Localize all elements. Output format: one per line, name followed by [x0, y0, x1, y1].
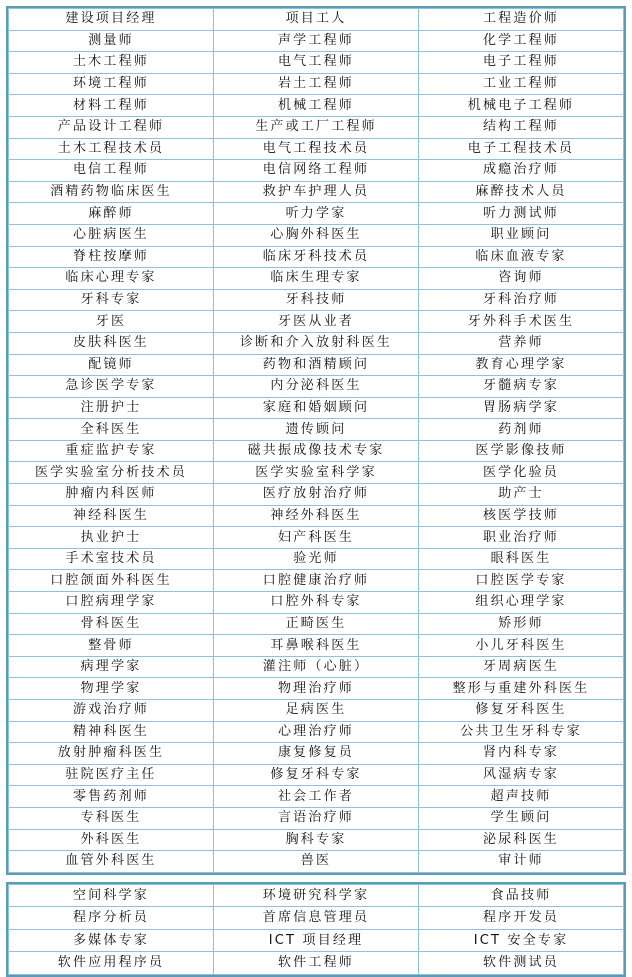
occupation-cell: 土木工程师 — [9, 52, 214, 74]
occupation-cell: 组织心理学家 — [419, 592, 624, 614]
occupation-cell: 产品设计工程师 — [9, 116, 214, 138]
table-row — [9, 73, 624, 95]
occupation-cell: 空间科学家 — [9, 884, 214, 907]
table-row — [9, 700, 624, 722]
occupation-cell: 医学影像技师 — [419, 440, 624, 462]
occupation-cell: 软件应用程序员 — [9, 952, 214, 975]
occupation-cell: 专科医生 — [9, 807, 214, 829]
table-row — [9, 203, 624, 225]
occupation-cell: 口腔医学专家 — [419, 570, 624, 592]
occupation-cell: 精神科医生 — [9, 721, 214, 743]
occupation-cell: 多媒体专家 — [9, 929, 214, 952]
occupation-cell: 遗传顾问 — [214, 419, 419, 441]
occupation-cell: 病理学家 — [9, 656, 214, 678]
occupation-cell: 正畸医生 — [214, 613, 419, 635]
table-row — [9, 527, 624, 549]
occupation-cell: 内分泌科医生 — [214, 376, 419, 398]
occupation-cell: 整骨师 — [9, 635, 214, 657]
occupation-cell: 骨科医生 — [9, 613, 214, 635]
occupation-cell: 临床心理专家 — [9, 268, 214, 290]
table-row — [9, 160, 624, 182]
occupation-cell: 驻院医疗主任 — [9, 764, 214, 786]
table-row — [9, 376, 624, 398]
occupation-cell: 外科医生 — [9, 829, 214, 851]
table-row — [9, 311, 624, 333]
occupation-cell: 手术室技术员 — [9, 548, 214, 570]
occupation-cell: 结构工程师 — [419, 116, 624, 138]
occupation-cell: 修复牙科专家 — [214, 764, 419, 786]
occupation-cell: 注册护士 — [9, 397, 214, 419]
occupation-cell: 电气工程师 — [214, 52, 419, 74]
occupation-cell: 麻醉师 — [9, 203, 214, 225]
occupation-cell: 医学实验室科学家 — [214, 462, 419, 484]
occupation-cell: 物理治疗师 — [214, 678, 419, 700]
occupation-cell: 执业护士 — [9, 527, 214, 549]
occupation-cell: 胃肠病学家 — [419, 397, 624, 419]
occupation-cell: 酒精药物临床医生 — [9, 181, 214, 203]
table-row — [9, 570, 624, 592]
occupation-cell: 工程造价师 — [419, 9, 624, 31]
occupation-cell: 物理学家 — [9, 678, 214, 700]
occupation-cell: 医学实验室分析技术员 — [9, 462, 214, 484]
table-row — [9, 419, 624, 441]
occupation-cell: 牙科技师 — [214, 289, 419, 311]
occupation-cell: 兽医 — [214, 851, 419, 873]
occupation-cell: 听力测试师 — [419, 203, 624, 225]
occupation-cell: 电子工程师 — [419, 52, 624, 74]
table-row — [9, 9, 624, 31]
table-row — [9, 462, 624, 484]
occupation-cell: 听力学家 — [214, 203, 419, 225]
occupation-cell: 泌尿科医生 — [419, 829, 624, 851]
occupation-cell: 成瘾治疗师 — [419, 160, 624, 182]
occupation-cell: 食品技师 — [419, 884, 624, 907]
occupation-cell: 眼科医生 — [419, 548, 624, 570]
occupation-cell: 环境研究科学家 — [214, 884, 419, 907]
occupation-cell: 工业工程师 — [419, 73, 624, 95]
occupation-cell: 耳鼻喉科医生 — [214, 635, 419, 657]
table-row — [9, 224, 624, 246]
occupation-cell: 材料工程师 — [9, 95, 214, 117]
occupation-cell: 电子工程技术员 — [419, 138, 624, 160]
occupation-cell: 学生顾问 — [419, 807, 624, 829]
occupation-cell: 麻醉技术人员 — [419, 181, 624, 203]
occupation-cell: 审计师 — [419, 851, 624, 873]
table-row — [9, 907, 624, 930]
table-row — [9, 138, 624, 160]
occupation-cell: 配镜师 — [9, 354, 214, 376]
occupation-cell: 声学工程师 — [214, 30, 419, 52]
occupation-cell: 营养师 — [419, 332, 624, 354]
table-row — [9, 851, 624, 873]
occupation-cell: 急诊医学专家 — [9, 376, 214, 398]
occupation-cell: 康复修复员 — [214, 743, 419, 765]
occupation-cell: 咨询师 — [419, 268, 624, 290]
occupation-cell: 口腔外科专家 — [214, 592, 419, 614]
occupation-table-main — [6, 6, 626, 875]
occupation-cell: ICT 安全专家 — [419, 929, 624, 952]
occupation-cell: 化学工程师 — [419, 30, 624, 52]
occupation-cell: 核医学技师 — [419, 505, 624, 527]
occupation-cell: 程序分析员 — [9, 907, 214, 930]
table-row — [9, 929, 624, 952]
occupation-cell: 电气工程技术员 — [214, 138, 419, 160]
occupation-cell: 心脏病医生 — [9, 224, 214, 246]
table-row — [9, 721, 624, 743]
table-row — [9, 30, 624, 52]
occupation-cell: 血管外科医生 — [9, 851, 214, 873]
table-row — [9, 656, 624, 678]
occupation-cell: 重症监护专家 — [9, 440, 214, 462]
occupation-cell: 诊断和介入放射科医生 — [214, 332, 419, 354]
occupation-cell: 牙髓病专家 — [419, 376, 624, 398]
table-row — [9, 884, 624, 907]
occupation-cell: 牙医 — [9, 311, 214, 333]
occupation-cell: 零售药剂师 — [9, 786, 214, 808]
occupation-cell: 小儿牙科医生 — [419, 635, 624, 657]
table-row — [9, 246, 624, 268]
occupation-cell: 软件测试员 — [419, 952, 624, 975]
occupation-cell: 神经科医生 — [9, 505, 214, 527]
occupation-cell: 足病医生 — [214, 700, 419, 722]
table-row — [9, 52, 624, 74]
occupation-cell: 公共卫生牙科专家 — [419, 721, 624, 743]
section-divider — [6, 875, 626, 882]
table-row — [9, 397, 624, 419]
occupation-cell: 妇产科医生 — [214, 527, 419, 549]
table-row — [9, 332, 624, 354]
occupation-cell: 言语治疗师 — [214, 807, 419, 829]
occupation-cell: 肿瘤内科医师 — [9, 484, 214, 506]
occupation-cell: 牙周病医生 — [419, 656, 624, 678]
occupation-cell: 电信网络工程师 — [214, 160, 419, 182]
occupation-cell: 口腔健康治疗师 — [214, 570, 419, 592]
occupation-cell: 修复牙科医生 — [419, 700, 624, 722]
occupation-cell: 首席信息管理员 — [214, 907, 419, 930]
occupation-cell: 职业顾问 — [419, 224, 624, 246]
table-row — [9, 95, 624, 117]
occupation-cell: 教育心理学家 — [419, 354, 624, 376]
table-row — [9, 786, 624, 808]
occupation-cell: 测量师 — [9, 30, 214, 52]
table-row — [9, 505, 624, 527]
occupation-cell: 机械工程师 — [214, 95, 419, 117]
occupation-cell: 程序开发员 — [419, 907, 624, 930]
occupation-cell: 脊柱按摩师 — [9, 246, 214, 268]
occupation-cell: 游戏治疗师 — [9, 700, 214, 722]
occupation-cell: 电信工程师 — [9, 160, 214, 182]
occupation-cell: 全科医生 — [9, 419, 214, 441]
occupation-cell: 灌注师（心脏） — [214, 656, 419, 678]
occupation-cell: 医学化验员 — [419, 462, 624, 484]
occupation-cell: ICT 项目经理 — [214, 929, 419, 952]
occupation-cell: 心理治疗师 — [214, 721, 419, 743]
occupation-cell: 家庭和婚姻顾问 — [214, 397, 419, 419]
occupation-cell: 磁共振成像技术专家 — [214, 440, 419, 462]
table-row — [9, 678, 624, 700]
occupation-table — [8, 884, 624, 975]
occupation-cell: 救护车护理人员 — [214, 181, 419, 203]
table-row — [9, 952, 624, 975]
table-row — [9, 268, 624, 290]
occupation-cell: 临床生理专家 — [214, 268, 419, 290]
table-row — [9, 181, 624, 203]
table-row — [9, 440, 624, 462]
occupation-cell: 土木工程技术员 — [9, 138, 214, 160]
occupation-cell: 生产或工厂工程师 — [214, 116, 419, 138]
occupation-cell: 口腔颌面外科医生 — [9, 570, 214, 592]
occupation-cell: 验光师 — [214, 548, 419, 570]
occupation-cell: 口腔病理学家 — [9, 592, 214, 614]
occupation-cell: 医疗放射治疗师 — [214, 484, 419, 506]
occupation-cell: 风湿病专家 — [419, 764, 624, 786]
table-row — [9, 613, 624, 635]
occupation-cell: 机械电子工程师 — [419, 95, 624, 117]
occupation-cell: 肾内科专家 — [419, 743, 624, 765]
occupation-table-ict — [6, 882, 626, 977]
occupation-cell: 药物和酒精顾问 — [214, 354, 419, 376]
occupation-cell: 矫形师 — [419, 613, 624, 635]
table-row — [9, 807, 624, 829]
occupation-cell: 临床牙科技术员 — [214, 246, 419, 268]
table-row — [9, 484, 624, 506]
table-row — [9, 829, 624, 851]
table-row — [9, 635, 624, 657]
table-row — [9, 354, 624, 376]
table-row — [9, 743, 624, 765]
table-row — [9, 592, 624, 614]
occupation-cell: 职业治疗师 — [419, 527, 624, 549]
occupation-cell: 牙科治疗师 — [419, 289, 624, 311]
occupation-cell: 胸科专家 — [214, 829, 419, 851]
occupation-cell: 神经外科医生 — [214, 505, 419, 527]
occupation-cell: 牙医从业者 — [214, 311, 419, 333]
occupation-cell: 整形与重建外科医生 — [419, 678, 624, 700]
occupation-cell: 社会工作者 — [214, 786, 419, 808]
occupation-cell: 助产士 — [419, 484, 624, 506]
table-row — [9, 289, 624, 311]
occupation-table-body — [9, 884, 624, 974]
table-row — [9, 548, 624, 570]
table-row — [9, 116, 624, 138]
occupation-cell: 超声技师 — [419, 786, 624, 808]
occupation-cell: 牙外科手术医生 — [419, 311, 624, 333]
occupation-cell: 建设项目经理 — [9, 9, 214, 31]
occupation-cell: 药剂师 — [419, 419, 624, 441]
occupation-cell: 皮肤科医生 — [9, 332, 214, 354]
occupation-cell: 临床血液专家 — [419, 246, 624, 268]
occupation-cell: 放射肿瘤科医生 — [9, 743, 214, 765]
table-row — [9, 764, 624, 786]
occupation-table-body — [9, 9, 624, 873]
occupation-cell: 项目工人 — [214, 9, 419, 31]
occupation-cell: 软件工程师 — [214, 952, 419, 975]
occupation-cell: 岩土工程师 — [214, 73, 419, 95]
occupation-cell: 心胸外科医生 — [214, 224, 419, 246]
occupation-cell: 牙科专家 — [9, 289, 214, 311]
occupation-cell: 环境工程师 — [9, 73, 214, 95]
occupation-table — [8, 8, 624, 873]
